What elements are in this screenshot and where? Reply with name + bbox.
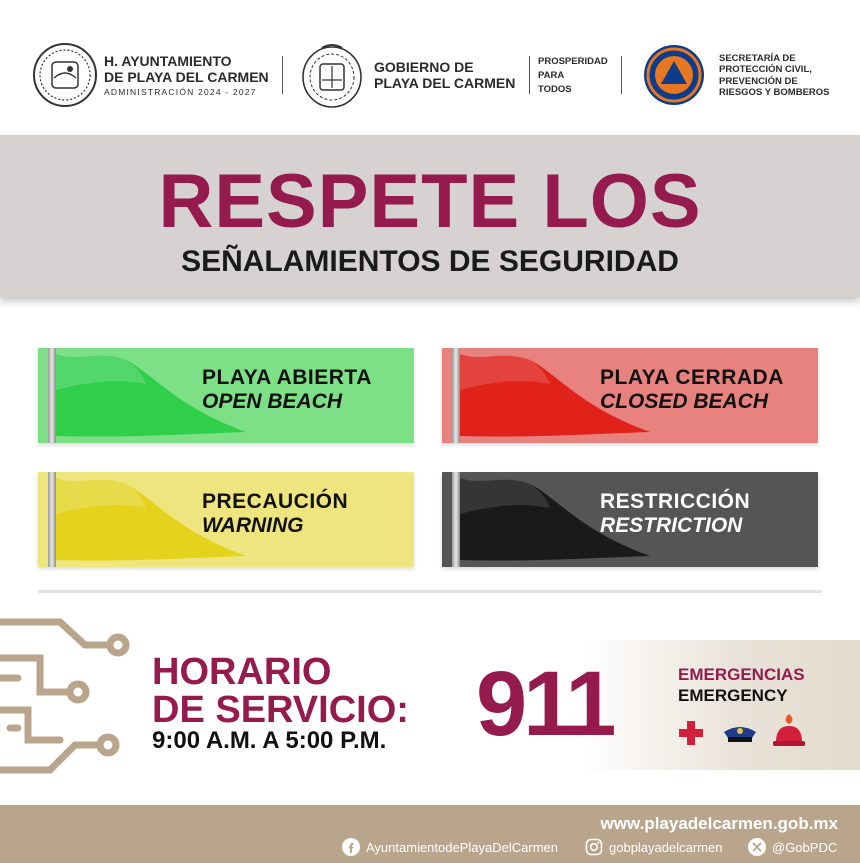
- flag-pole: [452, 348, 460, 443]
- motto: [538, 55, 608, 96]
- flag-pole: [452, 472, 460, 567]
- motto-line2: PARA: [538, 69, 565, 81]
- banner-title: RESPETE LOS: [158, 159, 702, 244]
- flag-label-es: RESTRICCIÓN: [600, 490, 751, 513]
- org1-name: [104, 53, 269, 98]
- flag-label-es: PLAYA CERRADA: [600, 366, 784, 389]
- flag-card-open-beach: [38, 348, 414, 443]
- firefighter-helmet-icon: [772, 712, 806, 748]
- motto-line3: TODOS: [538, 83, 572, 95]
- org1-line2: DE PLAYA DEL CARMEN: [104, 69, 269, 86]
- org2-name: [374, 59, 515, 91]
- circuit-decoration-icon: [0, 600, 140, 800]
- flag-label-en: RESTRICTION: [600, 514, 743, 537]
- flag-label-en: CLOSED BEACH: [600, 390, 769, 413]
- flag-label-en: OPEN BEACH: [202, 390, 343, 413]
- website-link[interactable]: www.playadelcarmen.gob.mx: [600, 814, 838, 833]
- section-divider: [38, 590, 822, 593]
- org2-line1: GOBIERNO DE: [374, 59, 474, 75]
- flag-label-es: PRECAUCIÓN: [202, 490, 349, 513]
- facebook-link[interactable]: [342, 838, 558, 856]
- instagram-icon: [585, 838, 603, 856]
- x-handle: @GobPDC: [772, 839, 838, 855]
- org3-name: [719, 53, 830, 99]
- flag-card-closed-beach: [442, 348, 818, 443]
- medical-cross-icon: [677, 719, 705, 747]
- header-divider: [621, 56, 622, 94]
- flag-card-warning: [38, 472, 414, 567]
- flag-pole: [48, 348, 56, 443]
- org1-admin: ADMINISTRACIÓN 2024 - 2027: [104, 87, 257, 98]
- service-title-line1: HORARIO: [152, 651, 332, 693]
- x-icon: [748, 838, 766, 856]
- facebook-handle: AyuntamientodePlayaDelCarmen: [366, 839, 558, 855]
- header-divider: [529, 56, 530, 94]
- org3-line2: PROTECCIÓN CIVIL,: [719, 64, 812, 76]
- instagram-handle: gobplayadelcarmen: [609, 839, 723, 855]
- seal-gobierno-icon: [298, 40, 366, 110]
- org2-line2: PLAYA DEL CARMEN: [374, 75, 516, 92]
- flag-label-en: WARNING: [202, 514, 304, 537]
- flag-card-restriction: [442, 472, 818, 567]
- service-title: [152, 653, 409, 729]
- org3-line4: RIESGOS Y BOMBEROS: [719, 87, 830, 99]
- emergency-number: 911: [476, 653, 613, 755]
- motto-line1: PROSPERIDAD: [538, 56, 608, 67]
- org3-line1: SECRETARÍA DE: [719, 53, 796, 64]
- instagram-link[interactable]: [585, 838, 722, 856]
- flag-pole: [48, 472, 56, 567]
- police-cap-icon: [722, 722, 758, 746]
- emergency-label-es: EMERGENCIAS: [678, 665, 805, 684]
- emergency-label-en: EMERGENCY: [678, 686, 788, 705]
- header-divider: [282, 56, 283, 94]
- flag-label-es: PLAYA ABIERTA: [202, 366, 372, 389]
- service-title-line2: DE SERVICIO:: [152, 689, 409, 731]
- banner-subtitle: SEÑALAMIENTOS DE SEGURIDAD: [181, 245, 679, 278]
- seal-ayuntamiento-icon: [32, 42, 98, 108]
- proteccion-civil-logo-icon: [643, 44, 705, 106]
- org3-line3: PREVENCIÓN DE: [719, 75, 798, 87]
- facebook-icon: [342, 838, 360, 856]
- x-link[interactable]: [748, 838, 837, 856]
- service-hours: 9:00 A.M. A 5:00 P.M.: [152, 727, 387, 754]
- org1-line1: H. AYUNTAMIENTO: [104, 53, 232, 69]
